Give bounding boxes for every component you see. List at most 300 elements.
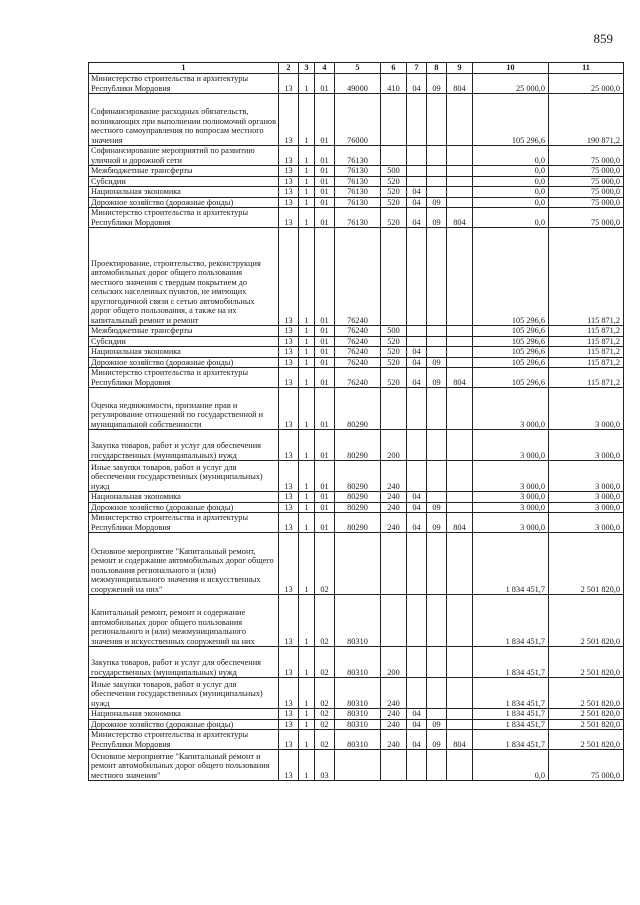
cell-col-2: 13: [279, 74, 299, 94]
table-row: [89, 336, 624, 347]
table-row: [89, 166, 624, 177]
cell-col-4: 02: [315, 730, 335, 750]
cell-col-4: 02: [315, 678, 335, 709]
cell-col-6: [381, 228, 407, 326]
table-row: [89, 388, 624, 430]
cell-col-10: 0,0: [473, 146, 549, 166]
cell-col-5: 76240: [335, 368, 381, 388]
cell-col-11: 75 000,0: [549, 208, 624, 228]
row-name-cell: Субсидии: [89, 336, 279, 347]
cell-col-7: [407, 176, 427, 187]
cell-col-5: 80310: [335, 595, 381, 647]
row-name-cell: Оценка недвижимости, признание прав и регулирование отношений по государственной и муниципальной собственности: [89, 388, 279, 430]
budget-table: [88, 62, 624, 781]
column-header-2: 2: [279, 63, 299, 74]
cell-col-7: 04: [407, 357, 427, 368]
cell-col-5: 76240: [335, 326, 381, 337]
cell-col-3: 1: [299, 502, 315, 513]
cell-col-2: 13: [279, 533, 299, 595]
cell-col-11: 3 000,0: [549, 461, 624, 492]
cell-col-6: [381, 750, 407, 781]
cell-col-4: 03: [315, 750, 335, 781]
cell-col-7: 04: [407, 208, 427, 228]
table-row: [89, 228, 624, 326]
table-row: [89, 197, 624, 208]
cell-col-9: [447, 492, 473, 503]
table-row: [89, 492, 624, 503]
row-name-cell: Закупка товаров, работ и услуг для обеспечения государственных (муниципальных) нужд: [89, 430, 279, 461]
row-name-cell: Национальная экономика: [89, 492, 279, 503]
row-name-cell: Субсидии: [89, 176, 279, 187]
cell-col-5: 76130: [335, 146, 381, 166]
cell-col-10: 105 296,6: [473, 357, 549, 368]
cell-col-8: [427, 678, 447, 709]
cell-col-8: 09: [427, 502, 447, 513]
table-row: [89, 146, 624, 166]
cell-col-9: [447, 719, 473, 730]
cell-col-4: 01: [315, 94, 335, 146]
cell-col-3: 1: [299, 74, 315, 94]
table-row: [89, 461, 624, 492]
cell-col-9: [447, 647, 473, 678]
cell-col-11: 2 501 820,0: [549, 647, 624, 678]
cell-col-9: [447, 533, 473, 595]
cell-col-9: [447, 166, 473, 177]
cell-col-3: 1: [299, 197, 315, 208]
cell-col-8: [427, 336, 447, 347]
cell-col-7: [407, 336, 427, 347]
cell-col-2: 13: [279, 347, 299, 358]
cell-col-2: 13: [279, 430, 299, 461]
cell-col-2: 13: [279, 461, 299, 492]
cell-col-4: 02: [315, 719, 335, 730]
column-header-8: 8: [427, 63, 447, 74]
cell-col-6: [381, 595, 407, 647]
cell-col-2: 13: [279, 326, 299, 337]
table-row: [89, 595, 624, 647]
cell-col-8: [427, 430, 447, 461]
cell-col-10: 3 000,0: [473, 513, 549, 533]
cell-col-11: 3 000,0: [549, 513, 624, 533]
cell-col-7: [407, 166, 427, 177]
cell-col-4: 02: [315, 533, 335, 595]
cell-col-4: 01: [315, 461, 335, 492]
table-row: [89, 533, 624, 595]
table-row: [89, 187, 624, 198]
cell-col-6: 240: [381, 719, 407, 730]
table-row: [89, 347, 624, 358]
cell-col-3: 1: [299, 347, 315, 358]
cell-col-11: 115 871,2: [549, 336, 624, 347]
row-name-cell: Министерство строительства и архитектуры Республики Мордовия: [89, 513, 279, 533]
cell-col-4: 01: [315, 176, 335, 187]
cell-col-3: 1: [299, 730, 315, 750]
cell-col-9: [447, 146, 473, 166]
cell-col-9: [447, 461, 473, 492]
cell-col-11: 115 871,2: [549, 357, 624, 368]
cell-col-2: 13: [279, 719, 299, 730]
cell-col-11: 3 000,0: [549, 388, 624, 430]
table-row: [89, 74, 624, 94]
cell-col-8: 09: [427, 74, 447, 94]
row-name-cell: Дорожное хозяйство (дорожные фонды): [89, 719, 279, 730]
row-name-cell: Министерство строительства и архитектуры Республики Мордовия: [89, 208, 279, 228]
column-header-6: 6: [381, 63, 407, 74]
cell-col-7: 04: [407, 709, 427, 720]
cell-col-8: [427, 709, 447, 720]
cell-col-11: 2 501 820,0: [549, 678, 624, 709]
row-name-cell: Капитальный ремонт, ремонт и содержание автомобильных дорог общего пользования регионального и (или) межмуниципального значения и искусственных сооружений на них: [89, 595, 279, 647]
cell-col-8: 09: [427, 513, 447, 533]
cell-col-9: [447, 94, 473, 146]
row-name-cell: Национальная экономика: [89, 187, 279, 198]
cell-col-4: 01: [315, 197, 335, 208]
table-body: [89, 74, 624, 781]
row-name-cell: Софинансирование мероприятий по развитию уличной и дорожной сети: [89, 146, 279, 166]
cell-col-8: [427, 176, 447, 187]
cell-col-5: 80310: [335, 730, 381, 750]
cell-col-6: 240: [381, 513, 407, 533]
cell-col-8: 09: [427, 730, 447, 750]
cell-col-2: 13: [279, 678, 299, 709]
row-name-cell: Иные закупки товаров, работ и услуг для обеспечения государственных (муниципальных) нужд: [89, 461, 279, 492]
cell-col-10: 1 834 451,7: [473, 533, 549, 595]
cell-col-11: 115 871,2: [549, 228, 624, 326]
cell-col-3: 1: [299, 146, 315, 166]
row-name-cell: Дорожное хозяйство (дорожные фонды): [89, 197, 279, 208]
cell-col-5: 76130: [335, 166, 381, 177]
cell-col-3: 1: [299, 461, 315, 492]
cell-col-7: 04: [407, 513, 427, 533]
cell-col-4: 01: [315, 208, 335, 228]
cell-col-6: [381, 388, 407, 430]
table-row: [89, 719, 624, 730]
cell-col-8: [427, 166, 447, 177]
cell-col-8: [427, 750, 447, 781]
cell-col-11: 115 871,2: [549, 368, 624, 388]
cell-col-5: 76240: [335, 228, 381, 326]
cell-col-11: 115 871,2: [549, 347, 624, 358]
cell-col-4: 02: [315, 709, 335, 720]
cell-col-4: 01: [315, 388, 335, 430]
cell-col-4: 01: [315, 368, 335, 388]
cell-col-11: 2 501 820,0: [549, 533, 624, 595]
cell-col-10: 1 834 451,7: [473, 719, 549, 730]
cell-col-3: 1: [299, 709, 315, 720]
cell-col-8: [427, 228, 447, 326]
cell-col-4: 01: [315, 430, 335, 461]
cell-col-7: [407, 678, 427, 709]
cell-col-9: 804: [447, 513, 473, 533]
cell-col-4: 01: [315, 146, 335, 166]
cell-col-2: 13: [279, 94, 299, 146]
table-row: [89, 750, 624, 781]
cell-col-7: [407, 595, 427, 647]
cell-col-7: [407, 533, 427, 595]
row-name-cell: Министерство строительства и архитектуры Республики Мордовия: [89, 368, 279, 388]
cell-col-10: 1 834 451,7: [473, 595, 549, 647]
column-header-5: 5: [335, 63, 381, 74]
cell-col-11: 75 000,0: [549, 197, 624, 208]
cell-col-11: 75 000,0: [549, 750, 624, 781]
cell-col-10: 1 834 451,7: [473, 730, 549, 750]
cell-col-3: 1: [299, 533, 315, 595]
page-number: 859: [593, 31, 613, 46]
cell-col-10: 105 296,6: [473, 347, 549, 358]
cell-col-6: 520: [381, 176, 407, 187]
cell-col-7: [407, 461, 427, 492]
row-name-cell: Иные закупки товаров, работ и услуг для обеспечения государственных (муниципальных) нужд: [89, 678, 279, 709]
cell-col-11: 2 501 820,0: [549, 709, 624, 720]
table-row: [89, 176, 624, 187]
cell-col-11: 2 501 820,0: [549, 595, 624, 647]
cell-col-11: 3 000,0: [549, 502, 624, 513]
table-row: [89, 208, 624, 228]
cell-col-5: 80290: [335, 502, 381, 513]
cell-col-10: 0,0: [473, 750, 549, 781]
cell-col-7: [407, 647, 427, 678]
cell-col-11: 115 871,2: [549, 326, 624, 337]
cell-col-8: 09: [427, 357, 447, 368]
table-row: [89, 647, 624, 678]
cell-col-2: 13: [279, 146, 299, 166]
cell-col-11: 3 000,0: [549, 492, 624, 503]
cell-col-4: 01: [315, 336, 335, 347]
cell-col-2: 13: [279, 187, 299, 198]
cell-col-7: [407, 94, 427, 146]
cell-col-2: 13: [279, 595, 299, 647]
cell-col-8: [427, 347, 447, 358]
cell-col-6: [381, 94, 407, 146]
cell-col-2: 13: [279, 750, 299, 781]
cell-col-11: 75 000,0: [549, 166, 624, 177]
cell-col-11: 2 501 820,0: [549, 730, 624, 750]
cell-col-6: 200: [381, 430, 407, 461]
cell-col-2: 13: [279, 368, 299, 388]
cell-col-10: 1 834 451,7: [473, 678, 549, 709]
cell-col-5: 80310: [335, 678, 381, 709]
table-row: [89, 357, 624, 368]
cell-col-9: [447, 502, 473, 513]
cell-col-10: 105 296,6: [473, 228, 549, 326]
cell-col-8: [427, 94, 447, 146]
cell-col-5: 76130: [335, 176, 381, 187]
cell-col-5: 80290: [335, 513, 381, 533]
cell-col-5: 76000: [335, 94, 381, 146]
cell-col-10: 0,0: [473, 166, 549, 177]
cell-col-4: 01: [315, 74, 335, 94]
row-name-cell: Закупка товаров, работ и услуг для обеспечения государственных (муниципальных) нужд: [89, 647, 279, 678]
cell-col-6: 410: [381, 74, 407, 94]
cell-col-3: 1: [299, 388, 315, 430]
cell-col-6: 200: [381, 647, 407, 678]
cell-col-8: 09: [427, 197, 447, 208]
cell-col-4: 01: [315, 357, 335, 368]
cell-col-2: 13: [279, 709, 299, 720]
table-row: [89, 94, 624, 146]
cell-col-2: 13: [279, 357, 299, 368]
cell-col-3: 1: [299, 228, 315, 326]
cell-col-6: 520: [381, 336, 407, 347]
cell-col-10: 105 296,6: [473, 94, 549, 146]
column-header-1: 1: [89, 63, 279, 74]
cell-col-3: 1: [299, 208, 315, 228]
cell-col-2: 13: [279, 513, 299, 533]
cell-col-11: 75 000,0: [549, 146, 624, 166]
cell-col-2: 13: [279, 176, 299, 187]
cell-col-6: 240: [381, 730, 407, 750]
cell-col-9: 804: [447, 368, 473, 388]
cell-col-4: 01: [315, 228, 335, 326]
cell-col-5: 80310: [335, 709, 381, 720]
cell-col-9: [447, 709, 473, 720]
cell-col-2: 13: [279, 492, 299, 503]
cell-col-10: 3 000,0: [473, 492, 549, 503]
cell-col-5: 80290: [335, 461, 381, 492]
cell-col-8: [427, 146, 447, 166]
cell-col-3: 1: [299, 187, 315, 198]
table-row: [89, 430, 624, 461]
cell-col-5: 76240: [335, 357, 381, 368]
cell-col-4: 01: [315, 166, 335, 177]
row-name-cell: Межбюджетные трансферты: [89, 326, 279, 337]
cell-col-11: 75 000,0: [549, 176, 624, 187]
cell-col-6: 240: [381, 678, 407, 709]
cell-col-8: [427, 492, 447, 503]
column-header-10: 10: [473, 63, 549, 74]
cell-col-10: 0,0: [473, 187, 549, 198]
cell-col-4: 02: [315, 595, 335, 647]
cell-col-8: [427, 187, 447, 198]
row-name-cell: Проектирование, строительство, реконструкция автомобильных дорог общего пользования местного значения с твердым покрытием до сельских населенных пунктов, не имеющих круглогодичной связи с сетью автомобильных дорог общего пользования, а также на их капитальный ремонт и ремонт: [89, 228, 279, 326]
column-header-7: 7: [407, 63, 427, 74]
cell-col-5: [335, 533, 381, 595]
cell-col-9: [447, 347, 473, 358]
row-name-cell: Национальная экономика: [89, 347, 279, 358]
cell-col-9: [447, 228, 473, 326]
cell-col-10: 3 000,0: [473, 388, 549, 430]
cell-col-5: 80290: [335, 430, 381, 461]
cell-col-7: 04: [407, 197, 427, 208]
cell-col-7: 04: [407, 187, 427, 198]
cell-col-8: [427, 595, 447, 647]
row-name-cell: Дорожное хозяйство (дорожные фонды): [89, 357, 279, 368]
cell-col-8: 09: [427, 368, 447, 388]
cell-col-5: 80290: [335, 492, 381, 503]
cell-col-9: [447, 430, 473, 461]
table-row: [89, 513, 624, 533]
cell-col-4: 01: [315, 492, 335, 503]
cell-col-9: [447, 326, 473, 337]
cell-col-3: 1: [299, 368, 315, 388]
cell-col-8: 09: [427, 719, 447, 730]
cell-col-7: [407, 326, 427, 337]
cell-col-11: 75 000,0: [549, 187, 624, 198]
cell-col-5: [335, 750, 381, 781]
cell-col-6: 240: [381, 502, 407, 513]
cell-col-3: 1: [299, 357, 315, 368]
cell-col-9: [447, 595, 473, 647]
cell-col-7: 04: [407, 347, 427, 358]
cell-col-6: 520: [381, 347, 407, 358]
table-row: [89, 730, 624, 750]
row-name-cell: Софинансирование расходных обязательств, возникающих при выполнении полномочий органов местного самоуправления по вопросам местного значения: [89, 94, 279, 146]
cell-col-10: 0,0: [473, 176, 549, 187]
cell-col-10: 0,0: [473, 208, 549, 228]
cell-col-7: 04: [407, 368, 427, 388]
cell-col-7: 04: [407, 719, 427, 730]
cell-col-9: 804: [447, 208, 473, 228]
cell-col-3: 1: [299, 326, 315, 337]
row-name-cell: Межбюджетные трансферты: [89, 166, 279, 177]
cell-col-3: 1: [299, 492, 315, 503]
cell-col-10: 105 296,6: [473, 368, 549, 388]
table-row: [89, 678, 624, 709]
cell-col-5: 76240: [335, 336, 381, 347]
cell-col-6: [381, 533, 407, 595]
cell-col-8: [427, 461, 447, 492]
cell-col-3: 1: [299, 176, 315, 187]
cell-col-4: 01: [315, 347, 335, 358]
cell-col-7: [407, 750, 427, 781]
cell-col-6: 240: [381, 461, 407, 492]
cell-col-6: 520: [381, 197, 407, 208]
cell-col-6: 520: [381, 208, 407, 228]
cell-col-9: [447, 336, 473, 347]
cell-col-10: 0,0: [473, 197, 549, 208]
row-name-cell: Основное мероприятие "Капитальный ремонт и ремонт автомобильных дорог общего пользования местного значения": [89, 750, 279, 781]
cell-col-6: 240: [381, 709, 407, 720]
cell-col-5: 76130: [335, 208, 381, 228]
cell-col-9: [447, 750, 473, 781]
cell-col-7: [407, 228, 427, 326]
cell-col-10: 3 000,0: [473, 430, 549, 461]
cell-col-6: [381, 146, 407, 166]
cell-col-6: 520: [381, 368, 407, 388]
cell-col-6: 500: [381, 326, 407, 337]
cell-col-7: [407, 430, 427, 461]
cell-col-3: 1: [299, 94, 315, 146]
cell-col-8: [427, 326, 447, 337]
cell-col-10: 3 000,0: [473, 461, 549, 492]
cell-col-3: 1: [299, 719, 315, 730]
cell-col-11: 3 000,0: [549, 430, 624, 461]
cell-col-4: 01: [315, 513, 335, 533]
row-name-cell: Министерство строительства и архитектуры Республики Мордовия: [89, 730, 279, 750]
cell-col-3: 1: [299, 678, 315, 709]
row-name-cell: Министерство строительства и архитектуры Республики Мордовия: [89, 74, 279, 94]
table-row: [89, 368, 624, 388]
table-row: [89, 709, 624, 720]
cell-col-7: 04: [407, 492, 427, 503]
cell-col-6: 240: [381, 492, 407, 503]
cell-col-10: 105 296,6: [473, 336, 549, 347]
cell-col-8: [427, 388, 447, 430]
cell-col-6: 520: [381, 357, 407, 368]
cell-col-10: 105 296,6: [473, 326, 549, 337]
cell-col-5: 80310: [335, 719, 381, 730]
cell-col-10: 1 834 451,7: [473, 709, 549, 720]
cell-col-11: 2 501 820,0: [549, 719, 624, 730]
cell-col-3: 1: [299, 166, 315, 177]
cell-col-9: 804: [447, 74, 473, 94]
cell-col-8: 09: [427, 208, 447, 228]
table-header-row: [89, 63, 624, 74]
cell-col-9: [447, 187, 473, 198]
cell-col-4: 01: [315, 187, 335, 198]
cell-col-5: 49000: [335, 74, 381, 94]
cell-col-9: [447, 388, 473, 430]
